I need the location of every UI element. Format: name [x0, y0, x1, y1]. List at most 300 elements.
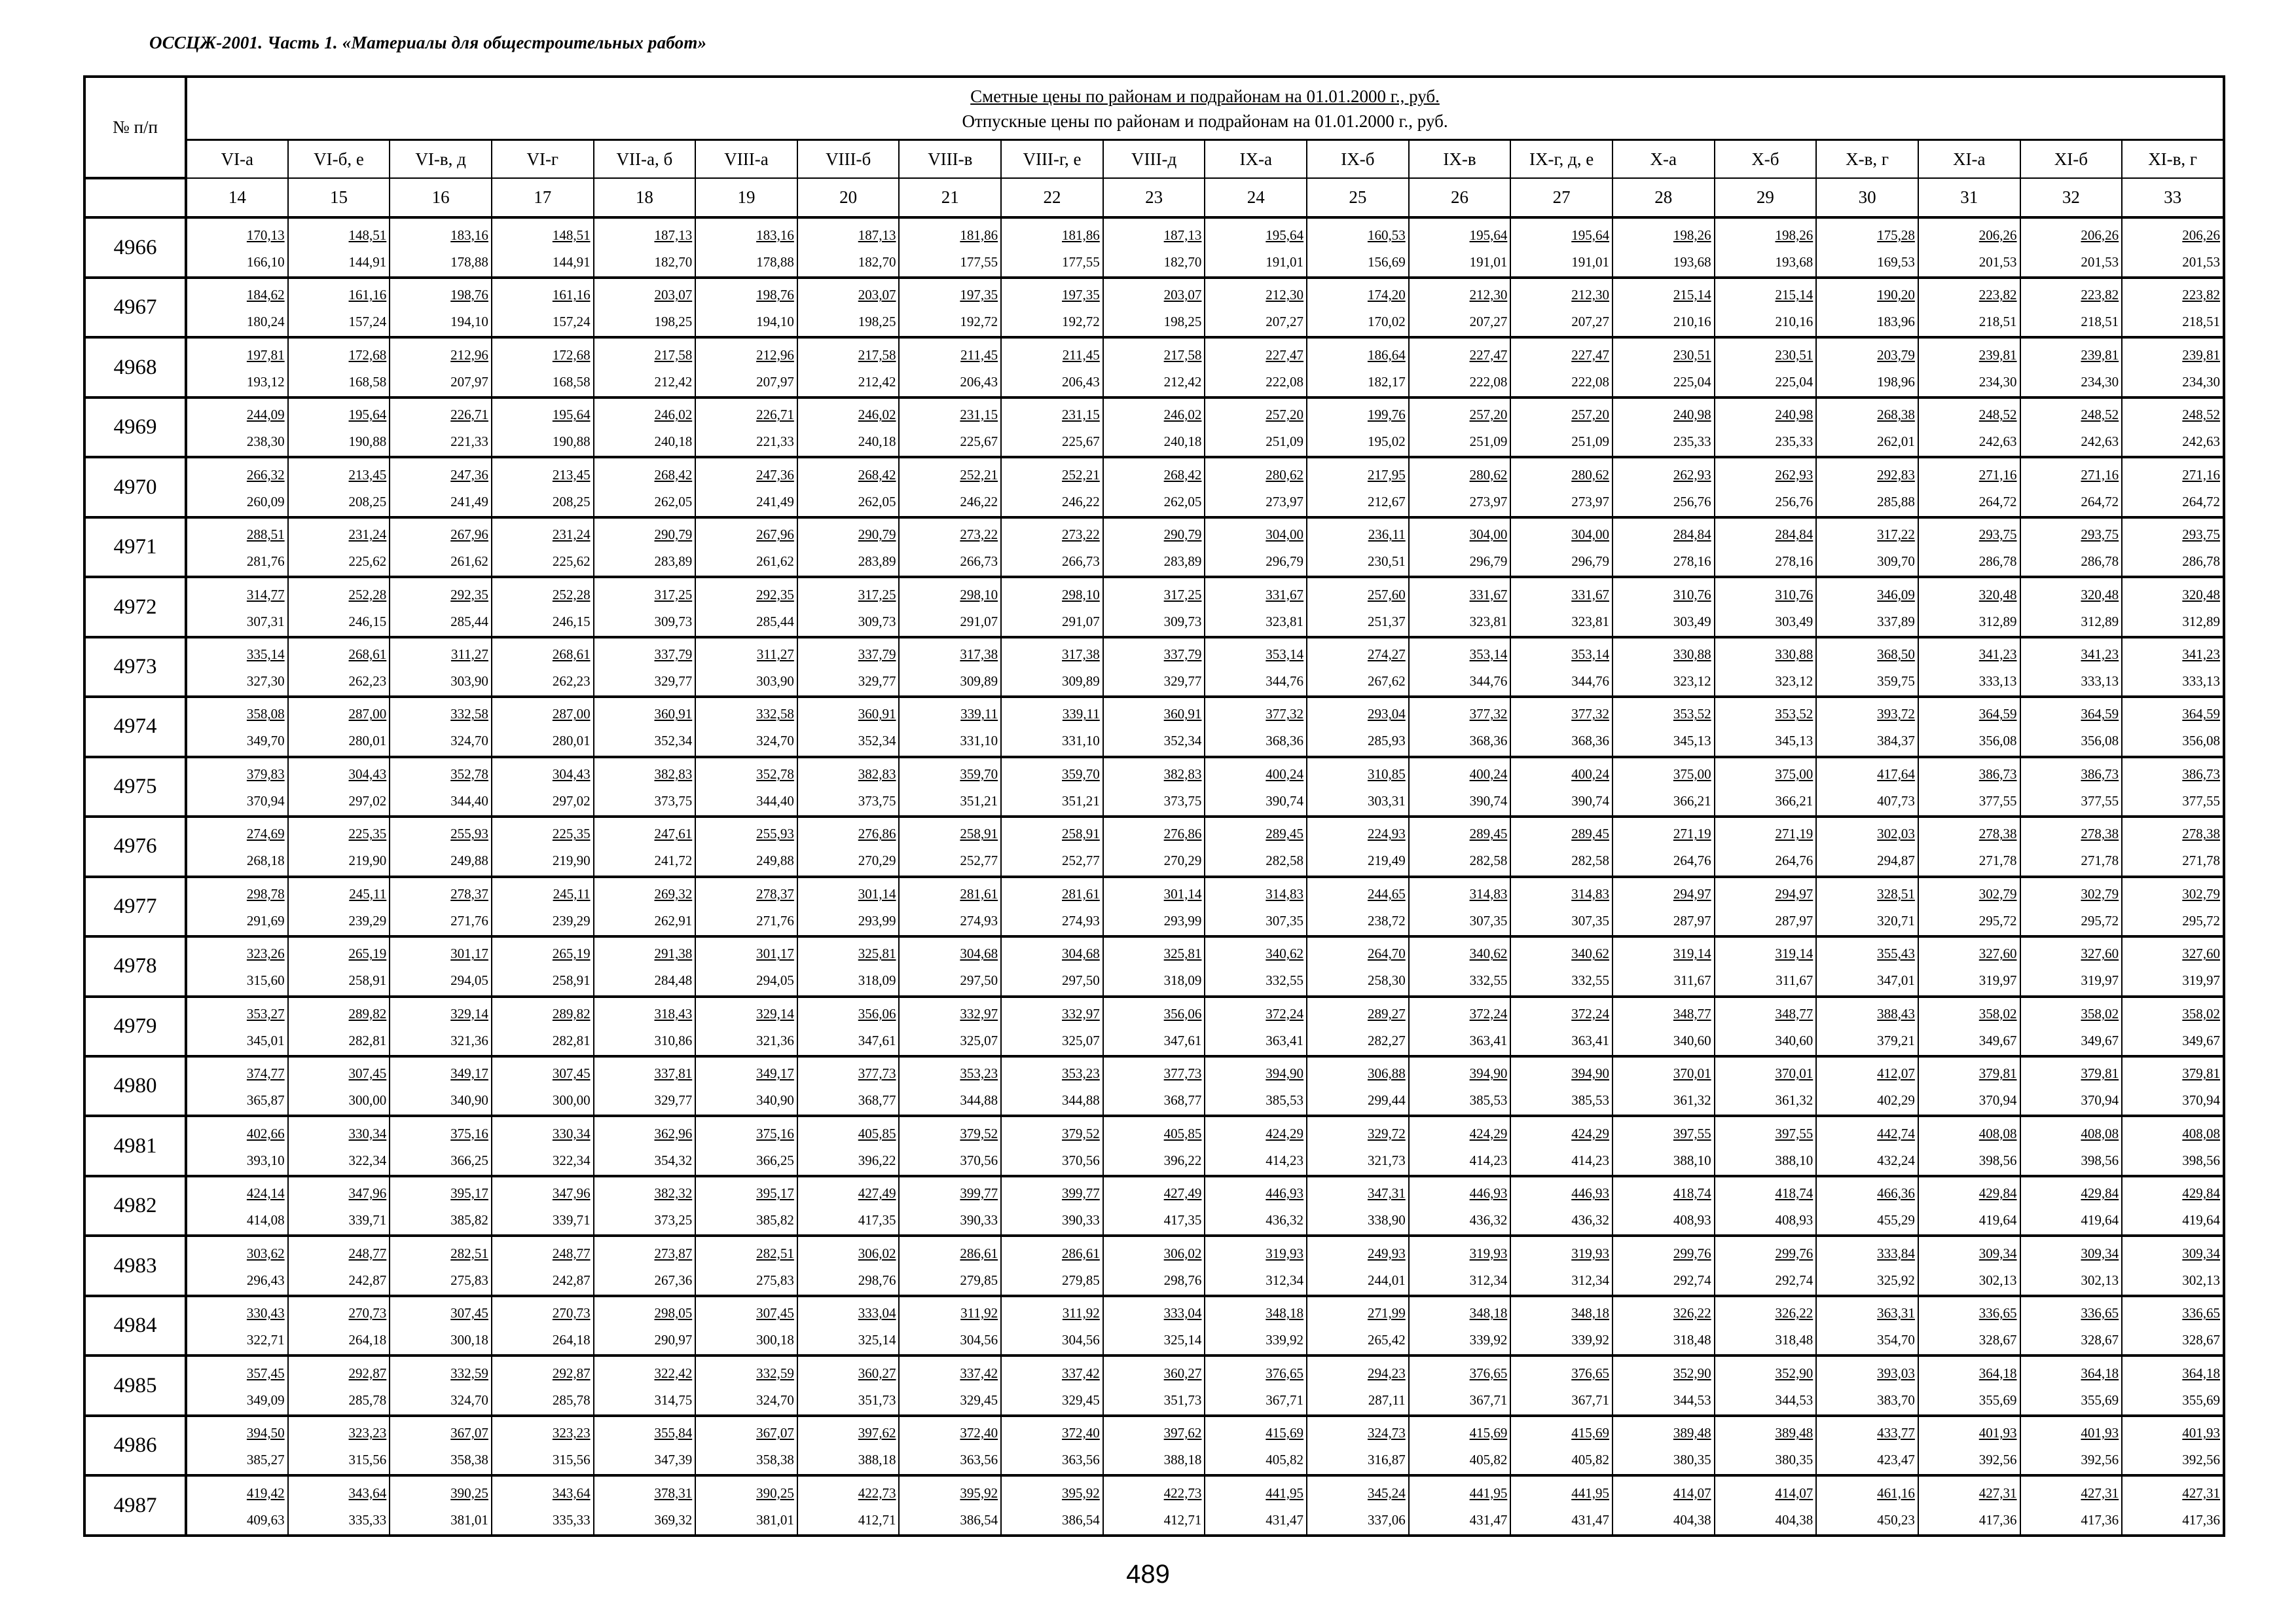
- price-cell: [1510, 637, 1613, 697]
- price-cell: [1409, 397, 1511, 457]
- release-price: 303,90: [450, 673, 488, 689]
- estimated-price: 379,81: [1978, 1065, 2017, 1082]
- price-cell: [1307, 217, 1409, 277]
- release-price: 349,70: [246, 733, 285, 749]
- price-cell: [2020, 1296, 2123, 1356]
- price-cell: [797, 757, 900, 817]
- price-cell: [695, 1416, 797, 1475]
- price-cell: [695, 936, 797, 996]
- price-cell: [492, 757, 594, 817]
- price-cell: [1918, 1416, 2020, 1475]
- price-cell: [1918, 637, 2020, 697]
- price-cell: [1510, 757, 1613, 817]
- release-price: 256,76: [1673, 493, 1711, 509]
- estimated-price: 278,38: [2182, 826, 2221, 842]
- estimated-price: 292,83: [1877, 466, 1915, 483]
- estimated-price: 353,52: [1673, 706, 1711, 722]
- price-cell: [695, 1116, 797, 1175]
- release-price: 312,34: [1266, 1272, 1304, 1288]
- estimated-price: 320,48: [2081, 586, 2119, 602]
- price-cell: [797, 1056, 900, 1116]
- price-cell: [1510, 278, 1613, 337]
- price-cell: [1816, 637, 1918, 697]
- price-cell: [390, 397, 492, 457]
- estimated-price: 367,07: [756, 1425, 794, 1441]
- release-price: 417,35: [1163, 1212, 1202, 1228]
- price-cell: [899, 757, 1001, 817]
- estimated-price: 358,02: [2182, 1005, 2221, 1022]
- release-price: 262,01: [1877, 434, 1915, 450]
- estimated-price: 198,26: [1673, 227, 1711, 243]
- estimated-price: 257,20: [1469, 407, 1508, 423]
- estimated-price: 317,25: [654, 586, 693, 602]
- release-price: 285,78: [552, 1392, 591, 1408]
- release-price: 379,21: [1877, 1032, 1915, 1048]
- estimated-price: 368,50: [1877, 646, 1915, 662]
- release-price: 191,01: [1571, 253, 1609, 270]
- region-header: IX-б: [1307, 140, 1409, 179]
- row-number: 4979: [84, 997, 186, 1056]
- price-cell: [288, 1296, 390, 1356]
- estimated-price: 278,38: [2081, 826, 2119, 842]
- price-cell: [390, 1475, 492, 1536]
- price-cell: [492, 936, 594, 996]
- estimated-price: 317,38: [1062, 646, 1100, 662]
- estimated-price: 244,65: [1367, 885, 1406, 902]
- estimated-price: 294,97: [1673, 885, 1711, 902]
- estimated-price: 367,07: [450, 1425, 488, 1441]
- estimated-price: 307,45: [450, 1305, 488, 1321]
- release-price: 312,34: [1571, 1272, 1609, 1288]
- price-cell: [1205, 278, 1307, 337]
- estimated-price: 213,45: [552, 466, 591, 483]
- estimated-price: 352,90: [1775, 1365, 1813, 1381]
- release-price: 262,05: [858, 493, 896, 509]
- estimated-price: 258,91: [1062, 826, 1100, 842]
- estimated-price: 226,71: [756, 407, 794, 423]
- release-price: 225,62: [552, 553, 591, 570]
- release-price: 366,21: [1673, 792, 1711, 809]
- release-price: 324,70: [756, 1392, 794, 1408]
- price-cell: [1715, 337, 1817, 397]
- release-price: 271,76: [450, 912, 488, 929]
- release-price: 241,72: [654, 853, 693, 869]
- release-price: 349,09: [246, 1392, 285, 1408]
- estimated-price: 424,29: [1266, 1125, 1304, 1141]
- estimated-price: 325,81: [1163, 946, 1202, 962]
- table-row: [84, 757, 2224, 817]
- region-header: XI-в, г: [2122, 140, 2224, 179]
- price-cell: [1715, 1416, 1817, 1475]
- price-cell: [288, 337, 390, 397]
- price-cell: [390, 1296, 492, 1356]
- price-cell: [186, 1475, 288, 1536]
- estimated-price: 265,19: [552, 946, 591, 962]
- release-price: 339,71: [552, 1212, 591, 1228]
- estimated-price: 386,73: [2081, 766, 2119, 782]
- release-price: 296,79: [1266, 553, 1304, 570]
- release-price: 392,56: [2081, 1452, 2119, 1468]
- release-price: 419,64: [1978, 1212, 2017, 1228]
- release-price: 242,63: [2182, 434, 2221, 450]
- estimated-price: 271,16: [2081, 466, 2119, 483]
- price-cell: [1613, 757, 1715, 817]
- estimated-price: 190,20: [1877, 287, 1915, 303]
- estimated-price: 372,24: [1571, 1005, 1609, 1022]
- row-number: 4972: [84, 577, 186, 637]
- price-cell: [1613, 1356, 1715, 1415]
- price-cell: [899, 1176, 1001, 1236]
- price-cell: [1103, 817, 1205, 876]
- release-price: 170,02: [1367, 314, 1406, 330]
- release-price: 349,67: [2081, 1032, 2119, 1048]
- price-cell: [695, 1236, 797, 1295]
- price-cell: [1715, 1296, 1817, 1356]
- release-price: 414,23: [1469, 1152, 1508, 1168]
- price-cell: [899, 337, 1001, 397]
- estimated-price: 412,07: [1877, 1065, 1915, 1082]
- price-cell: [797, 1416, 900, 1475]
- region-header: X-в, г: [1816, 140, 1918, 179]
- estimated-price: 290,79: [654, 526, 693, 543]
- estimated-price: 268,42: [1163, 466, 1202, 483]
- release-price: 396,22: [858, 1152, 896, 1168]
- price-cell: [1918, 1176, 2020, 1236]
- price-cell: [594, 757, 696, 817]
- release-price: 234,30: [2081, 373, 2119, 390]
- release-price: 339,71: [348, 1212, 387, 1228]
- release-price: 361,32: [1775, 1092, 1813, 1109]
- estimated-price: 353,23: [1062, 1065, 1100, 1082]
- estimated-price: 376,65: [1266, 1365, 1304, 1381]
- release-price: 393,10: [246, 1152, 285, 1168]
- estimated-price: 337,79: [858, 646, 896, 662]
- estimated-price: 212,96: [450, 346, 488, 363]
- release-price: 329,45: [1062, 1392, 1100, 1408]
- estimated-price: 355,84: [654, 1425, 693, 1441]
- price-cell: [1613, 1056, 1715, 1116]
- region-header: VII-а, б: [594, 140, 696, 179]
- price-cell: [390, 637, 492, 697]
- price-cell: [2122, 697, 2224, 756]
- release-price: 405,82: [1266, 1452, 1304, 1468]
- price-cell: [1103, 637, 1205, 697]
- price-cell: [2122, 1056, 2224, 1116]
- price-cell: [594, 337, 696, 397]
- release-price: 309,73: [1163, 613, 1202, 629]
- price-cell: [1205, 1236, 1307, 1295]
- estimated-price: 336,65: [2182, 1305, 2221, 1321]
- release-price: 347,01: [1877, 972, 1915, 989]
- price-cell: [186, 337, 288, 397]
- release-price: 368,36: [1571, 733, 1609, 749]
- release-price: 295,72: [2182, 912, 2221, 929]
- estimated-price: 347,96: [348, 1185, 387, 1202]
- price-cell: [390, 1176, 492, 1236]
- price-cell: [1409, 817, 1511, 876]
- estimated-price: 274,69: [246, 826, 285, 842]
- table-caption: [186, 77, 2224, 140]
- price-cell: [797, 637, 900, 697]
- price-cell: [594, 1116, 696, 1175]
- estimated-price: 268,42: [654, 466, 693, 483]
- price-cell: [2020, 697, 2123, 756]
- release-price: 225,67: [1062, 434, 1100, 450]
- estimated-price: 319,93: [1266, 1245, 1304, 1261]
- price-cell: [1510, 397, 1613, 457]
- release-price: 310,86: [654, 1032, 693, 1048]
- release-price: 328,67: [2081, 1332, 2119, 1348]
- row-number: 4987: [84, 1475, 186, 1536]
- price-cell: [1918, 997, 2020, 1056]
- estimated-price: 288,51: [246, 526, 285, 543]
- price-cell: [1307, 877, 1409, 936]
- release-price: 251,09: [1266, 434, 1304, 450]
- estimated-price: 187,13: [1163, 227, 1202, 243]
- region-header: IX-в: [1409, 140, 1511, 179]
- estimated-price: 280,62: [1266, 466, 1304, 483]
- release-price: 377,55: [1978, 792, 2017, 809]
- release-price: 373,75: [654, 792, 693, 809]
- estimated-price: 360,91: [654, 706, 693, 722]
- region-header: VIII-а: [695, 140, 797, 179]
- estimated-price: 257,20: [1571, 407, 1609, 423]
- price-cell: [1307, 577, 1409, 637]
- release-price: 282,58: [1571, 853, 1609, 869]
- release-price: 285,78: [348, 1392, 387, 1408]
- price-cell: [1103, 577, 1205, 637]
- release-price: 286,78: [2182, 553, 2221, 570]
- release-price: 329,77: [1163, 673, 1202, 689]
- release-price: 325,07: [960, 1032, 998, 1048]
- estimated-price: 330,34: [552, 1125, 591, 1141]
- estimated-price: 198,26: [1775, 227, 1813, 243]
- estimated-price: 446,93: [1571, 1185, 1609, 1202]
- price-cell: [1816, 1356, 1918, 1415]
- release-price: 242,87: [552, 1272, 591, 1288]
- estimated-price: 282,51: [756, 1245, 794, 1261]
- price-cell: [288, 217, 390, 277]
- estimated-price: 424,29: [1469, 1125, 1508, 1141]
- price-cell: [797, 1475, 900, 1536]
- release-price: 352,34: [1163, 733, 1202, 749]
- release-price: 291,07: [960, 613, 998, 629]
- estimated-price: 302,03: [1877, 826, 1915, 842]
- price-cell: [492, 397, 594, 457]
- estimated-price: 231,24: [552, 526, 591, 543]
- release-price: 192,72: [960, 314, 998, 330]
- price-cell: [695, 1475, 797, 1536]
- release-price: 405,82: [1469, 1452, 1508, 1468]
- estimated-price: 303,62: [246, 1245, 285, 1261]
- price-cell: [1816, 1475, 1918, 1536]
- price-cell: [1510, 457, 1613, 517]
- estimated-price: 231,15: [960, 407, 998, 423]
- release-price: 332,55: [1571, 972, 1609, 989]
- price-cell: [1510, 1416, 1613, 1475]
- release-price: 431,47: [1469, 1511, 1508, 1528]
- release-price: 414,23: [1266, 1152, 1304, 1168]
- price-cell: [2122, 1236, 2224, 1295]
- price-cell: [390, 817, 492, 876]
- estimated-price: 395,17: [756, 1185, 794, 1202]
- estimated-price: 376,65: [1571, 1365, 1609, 1381]
- release-price: 251,09: [1469, 434, 1508, 450]
- estimated-price: 215,14: [1673, 287, 1711, 303]
- estimated-price: 217,58: [858, 346, 896, 363]
- release-price: 388,18: [1163, 1452, 1202, 1468]
- price-cell: [1613, 817, 1715, 876]
- price-cell: [492, 697, 594, 756]
- release-price: 423,47: [1877, 1452, 1915, 1468]
- price-cell: [1613, 217, 1715, 277]
- estimated-price: 327,60: [1978, 946, 2017, 962]
- release-price: 321,36: [450, 1032, 488, 1048]
- price-cell: [1307, 1176, 1409, 1236]
- estimated-price: 212,30: [1469, 287, 1508, 303]
- region-header: IX-г, д, е: [1510, 140, 1613, 179]
- release-price: 249,88: [756, 853, 794, 869]
- release-price: 354,32: [654, 1152, 693, 1168]
- price-cell: [1205, 1475, 1307, 1536]
- price-cell: [1918, 278, 2020, 337]
- release-price: 198,25: [1163, 314, 1202, 330]
- release-price: 249,88: [450, 853, 488, 869]
- release-price: 225,04: [1673, 373, 1711, 390]
- estimated-price: 307,45: [348, 1065, 387, 1082]
- table-row: [84, 1056, 2224, 1116]
- estimated-price: 273,87: [654, 1245, 693, 1261]
- release-price: 212,42: [858, 373, 896, 390]
- row-number: 4982: [84, 1176, 186, 1236]
- estimated-price: 359,70: [1062, 766, 1100, 782]
- estimated-price: 394,90: [1469, 1065, 1508, 1082]
- release-price: 367,71: [1266, 1392, 1304, 1408]
- table-row: [84, 457, 2224, 517]
- release-price: 212,42: [654, 373, 693, 390]
- estimated-price: 402,66: [246, 1125, 285, 1141]
- release-price: 407,73: [1877, 792, 1915, 809]
- price-cell: [1613, 997, 1715, 1056]
- price-cell: [2122, 1116, 2224, 1175]
- release-price: 275,83: [450, 1272, 488, 1288]
- estimated-price: 195,64: [1571, 227, 1609, 243]
- release-price: 417,36: [2081, 1511, 2119, 1528]
- estimated-price: 225,35: [348, 826, 387, 842]
- estimated-price: 352,90: [1673, 1365, 1711, 1381]
- release-price: 271,78: [2081, 853, 2119, 869]
- release-price: 241,49: [756, 493, 794, 509]
- estimated-price: 332,97: [960, 1005, 998, 1022]
- price-cell: [1001, 757, 1103, 817]
- release-price: 303,49: [1673, 613, 1711, 629]
- estimated-price: 281,61: [960, 885, 998, 902]
- release-price: 390,74: [1469, 792, 1508, 809]
- release-price: 315,56: [348, 1452, 387, 1468]
- release-price: 299,44: [1367, 1092, 1406, 1109]
- estimated-price: 349,17: [450, 1065, 488, 1082]
- release-price: 412,71: [858, 1511, 896, 1528]
- release-price: 370,56: [1062, 1152, 1100, 1168]
- price-cell: [186, 1416, 288, 1475]
- price-cell: [492, 1416, 594, 1475]
- estimated-price: 319,14: [1775, 946, 1813, 962]
- price-cell: [1613, 517, 1715, 577]
- release-price: 268,18: [246, 853, 285, 869]
- estimated-price: 339,11: [960, 706, 998, 722]
- table-row: [84, 337, 2224, 397]
- price-cell: [186, 278, 288, 337]
- price-cell: [390, 577, 492, 637]
- estimated-price: 172,68: [552, 346, 591, 363]
- price-cell: [2122, 997, 2224, 1056]
- price-cell: [1613, 397, 1715, 457]
- price-cell: [797, 337, 900, 397]
- release-price: 210,16: [1673, 314, 1711, 330]
- table-row: [84, 1116, 2224, 1175]
- price-cell: [1816, 757, 1918, 817]
- estimated-price: 352,78: [756, 766, 794, 782]
- price-cell: [390, 997, 492, 1056]
- estimated-price: 307,45: [756, 1305, 794, 1321]
- estimated-price: 341,23: [2081, 646, 2119, 662]
- row-number: 4983: [84, 1236, 186, 1295]
- estimated-price: 289,45: [1266, 826, 1304, 842]
- price-cell: [1816, 577, 1918, 637]
- column-number: 22: [1001, 178, 1103, 217]
- price-cell: [2020, 1056, 2123, 1116]
- price-cell: [1715, 1475, 1817, 1536]
- estimated-price: 324,73: [1367, 1425, 1406, 1441]
- release-price: 297,50: [960, 972, 998, 989]
- price-cell: [1103, 1056, 1205, 1116]
- estimated-price: 304,68: [1062, 946, 1100, 962]
- estimated-price: 427,31: [1978, 1485, 2017, 1501]
- release-price: 398,56: [2081, 1152, 2119, 1168]
- release-price: 298,76: [858, 1272, 896, 1288]
- price-cell: [2020, 637, 2123, 697]
- release-price: 355,69: [2081, 1392, 2119, 1408]
- price-cell: [1715, 1116, 1817, 1175]
- estimated-price: 393,03: [1877, 1365, 1915, 1381]
- release-price: 318,48: [1775, 1332, 1813, 1348]
- estimated-price: 304,00: [1469, 526, 1508, 543]
- release-price: 385,53: [1469, 1092, 1508, 1109]
- release-price: 340,90: [450, 1092, 488, 1109]
- estimated-price: 379,52: [960, 1125, 998, 1141]
- release-price: 319,97: [1978, 972, 2017, 989]
- price-cell: [2020, 517, 2123, 577]
- price-cell: [390, 217, 492, 277]
- release-price: 328,67: [1978, 1332, 2017, 1348]
- price-cell: [695, 817, 797, 876]
- release-price: 144,91: [348, 253, 387, 270]
- estimated-price: 299,76: [1673, 1245, 1711, 1261]
- estimated-price: 319,14: [1673, 946, 1711, 962]
- estimated-price: 239,81: [2182, 346, 2221, 363]
- release-price: 356,08: [1978, 733, 2017, 749]
- price-cell: [1103, 1116, 1205, 1175]
- price-cell: [1816, 997, 1918, 1056]
- release-price: 166,10: [246, 253, 285, 270]
- release-price: 388,10: [1673, 1152, 1711, 1168]
- estimated-price: 441,95: [1571, 1485, 1609, 1501]
- price-cell: [1510, 877, 1613, 936]
- release-price: 264,72: [2182, 493, 2221, 509]
- release-price: 309,73: [858, 613, 896, 629]
- estimated-price: 302,79: [1978, 885, 2017, 902]
- column-number: 30: [1816, 178, 1918, 217]
